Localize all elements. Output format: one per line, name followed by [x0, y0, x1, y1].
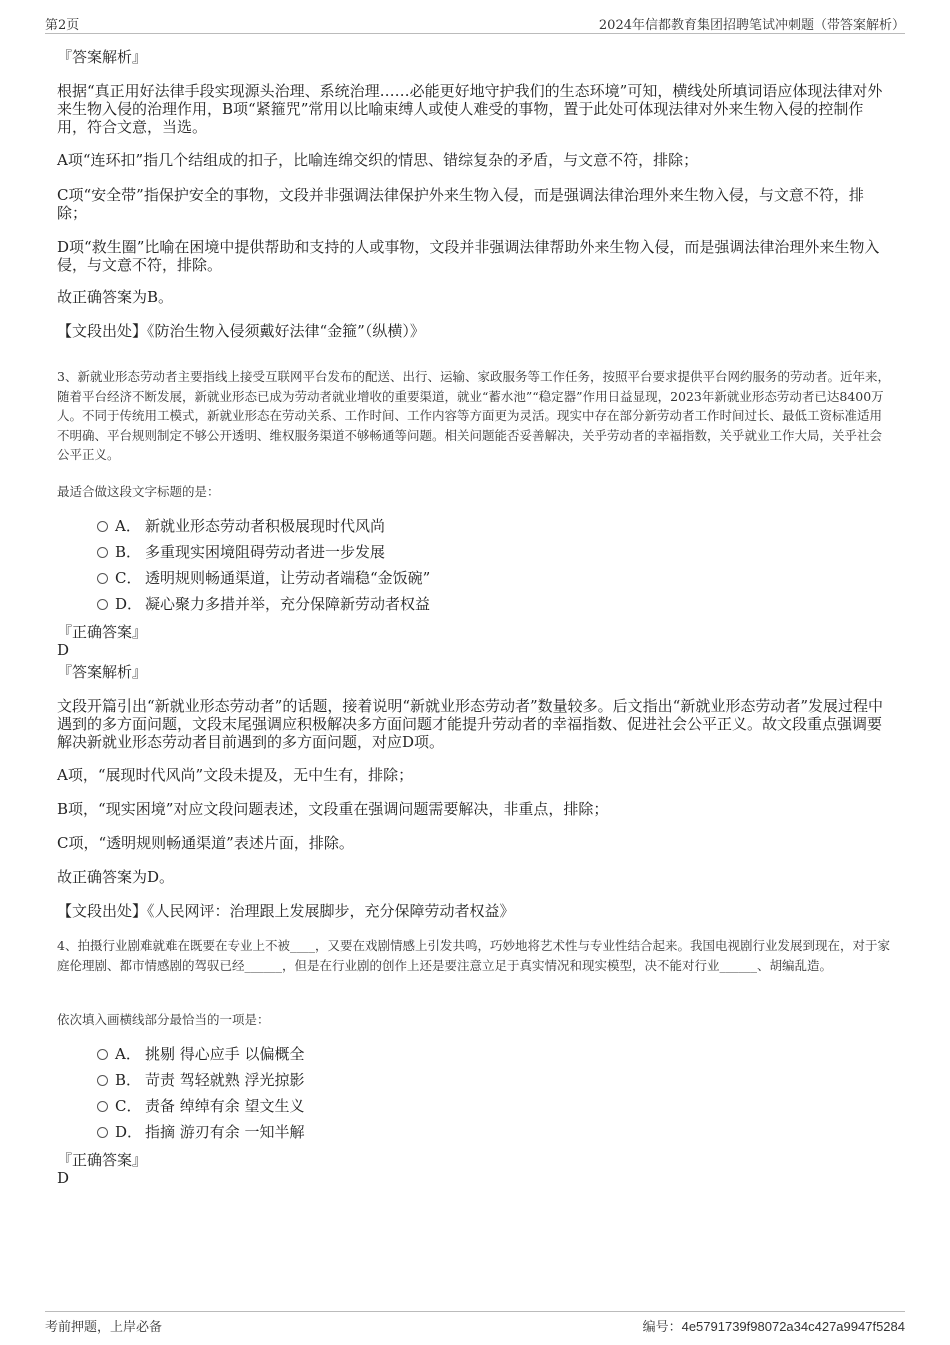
q3-conclusion: 故正确答案为D。	[57, 868, 175, 886]
q2-analysis-para-c: C项“安全带”指保护安全的事物，文段并非强调法律保护外来生物入侵，而是强调法律治理外来生物入侵，与文意不符，排除；	[57, 186, 864, 222]
radio-icon[interactable]	[97, 1075, 108, 1086]
q3-stem: 3、新就业形态劳动者主要指线上接受互联网平台发布的配送、出行、运输、家政服务等工作任务，按照平台要求提供平台网约服务的劳动者。近年来，随着平台经济不断发展，新就业形态已成为劳动者就业增收的重要渠道，就业“蓄水池”“稳定器”作用日益显现，2023年新就业形态劳动者已达8400万人。不同于传统用工模式，新就业形态在劳动关系、工作时间、工作内容等方面更为灵活。现实中存在部分新劳动者工作时间过长、最低工资标准适用不明确、平台规则制定不够公开透明、维权服务渠道不够畅通等问题。相关问题能否妥善解决，关乎劳动者的幸福指数，关乎就业工作大局，关乎社会公平正义。	[57, 369, 890, 462]
q2-analysis-para-a: A项“连环扣”指几个结组成的扣子，比喻连绵交织的情思、错综复杂的矛盾，与文意不符，排除；	[57, 151, 699, 169]
q3-analysis-para-c: C项，“透明规则畅通渠道”表述片面，排除。	[57, 834, 354, 852]
q3-option-b[interactable]: B． 多重现实困境阻碍劳动者进一步发展	[97, 543, 385, 561]
q2-conclusion: 故正确答案为B。	[57, 288, 174, 306]
radio-icon[interactable]	[97, 599, 108, 610]
footer-code-label: 编号：	[642, 1320, 682, 1335]
q4-option-c[interactable]: C． 责备 绰绰有余 望文生义	[97, 1097, 305, 1115]
q2-analysis-label: 『答案解析』	[57, 48, 148, 66]
footer-code-value: 4e5791739f98072a34c427a9947f5284	[681, 1319, 905, 1334]
radio-icon[interactable]	[97, 1049, 108, 1060]
q3-prompt: 最适合做这段文字标题的是：	[57, 484, 220, 499]
q4-stem: 4、拍摄行业剧难就难在既要在专业上不被____，又要在戏剧情感上引发共鸣，巧妙地将艺术性与专业性结合起来。我国电视剧行业发展到现在，对于家庭伦理剧、都市情感剧的驾驭已经______，但是在行业剧的创作上还是要注意立足于真实情况和现实模型，决不能对行业______、胡编乱造。	[57, 938, 890, 973]
q3-analysis-label: 『答案解析』	[57, 663, 148, 681]
radio-icon[interactable]	[97, 1101, 108, 1112]
q2-analysis-para1: 根据“真正用好法律手段实现源头治理、系统治理……必能更好地守护我们的生态环境”可知，横线处所填词语应体现法律对外来生物入侵的治理作用，B项“紧箍咒”常用以比喻束缚人或使人难受的事物，置于此处可体现法律对外来生物入侵的控制作用，符合文意，当选。	[57, 82, 883, 136]
q3-option-d[interactable]: D． 凝心聚力多措并举，充分保障新劳动者权益	[97, 595, 430, 613]
q4-answer: D	[57, 1169, 70, 1187]
radio-icon[interactable]	[97, 547, 108, 558]
page-number: 第2页	[45, 18, 80, 33]
q3-answer: D	[57, 641, 70, 659]
q4-option-d[interactable]: D． 指摘 游刃有余 一知半解	[97, 1123, 305, 1141]
q3-analysis-para-b: B项，“现实困境”对应文段问题表述，文段重在强调问题需要解决，非重点，排除；	[57, 800, 609, 818]
q3-analysis-para-a: A项，“展现时代风尚”文段未提及，无中生有，排除；	[57, 766, 414, 784]
page-header	[45, 14, 905, 34]
q2-source: 【文段出处】《防治生物入侵须戴好法律“金箍”（纵横）》	[57, 322, 425, 340]
q4-answer-label: 『正确答案』	[57, 1151, 148, 1169]
q3-option-c[interactable]: C． 透明规则畅通渠道，让劳动者端稳“金饭碗”	[97, 569, 430, 587]
radio-icon[interactable]	[97, 573, 108, 584]
q4-option-a[interactable]: A． 挑剔 得心应手 以偏概全	[97, 1045, 305, 1063]
page-footer	[45, 1311, 905, 1334]
q4-option-b[interactable]: B． 苛责 驾轻就熟 浮光掠影	[97, 1071, 305, 1089]
q2-analysis-para-d: D项“救生圈”比喻在困境中提供帮助和支持的人或事物，文段并非强调法律帮助外来生物入侵，而是强调法律治理外来生物入侵，与文意不符，排除。	[57, 238, 880, 274]
q3-source: 【文段出处】《人民网评：治理跟上发展脚步，充分保障劳动者权益》	[57, 902, 515, 920]
radio-icon[interactable]	[97, 521, 108, 532]
q3-option-a[interactable]: A． 新就业形态劳动者积极展现时代风尚	[97, 517, 385, 535]
footer-slogan: 考前押题，上岸必备	[45, 1320, 163, 1335]
radio-icon[interactable]	[97, 1127, 108, 1138]
footer-code	[643, 1316, 905, 1335]
document-title: 2024年信都教育集团招聘笔试冲刺题（带答案解析）	[598, 18, 905, 33]
q4-prompt: 依次填入画横线部分最恰当的一项是：	[57, 1012, 270, 1027]
q3-analysis-para1: 文段开篇引出“新就业形态劳动者”的话题，接着说明“新就业形态劳动者”数量较多。后文指出“新就业形态劳动者”发展过程中遇到的多方面问题，文段末尾强调应积极解决多方面问题才能提升劳动者的幸福指数、促进社会公平正义。故文段重点强调要解决新就业形态劳动者目前遇到的多方面问题，对应D项。	[57, 697, 884, 751]
q3-answer-label: 『正确答案』	[57, 623, 148, 641]
